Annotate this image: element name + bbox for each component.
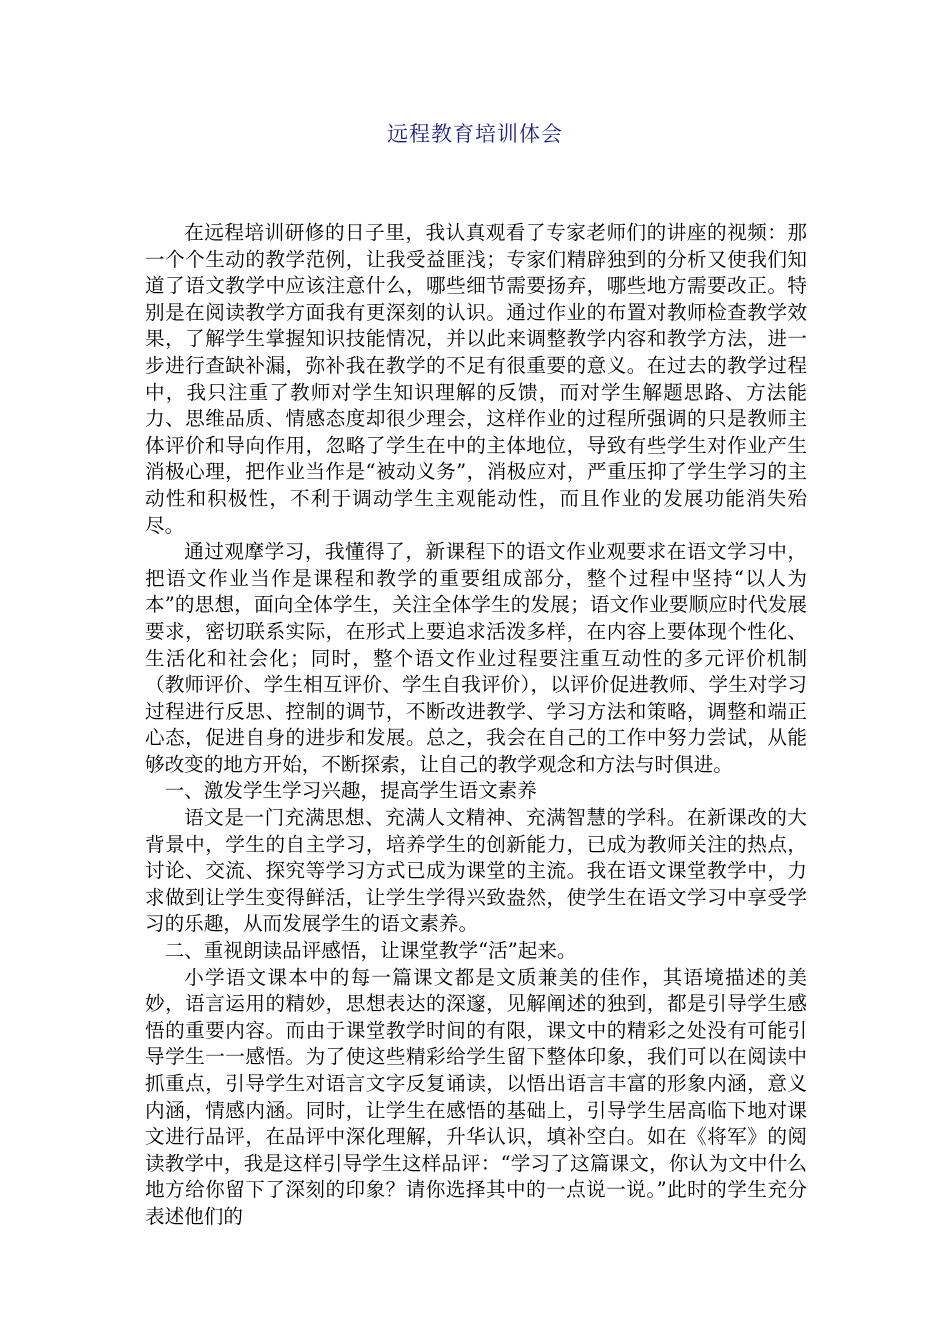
body-paragraph: 语文是一门充满思想、充满人文精神、充满智慧的学科。在新课改的大背景中，学生的自主学习，培养学生的创新能力，已成为教师关注的热点，讨论、交流、探究等学习方式已成为课堂的主流。我在语文课堂教学中，力求做到让学生变得鲜活，让学生学得兴致盎然，使学生在语文学习中享受学习的乐趣，从而发展学生的语文素养。 <box>145 806 807 936</box>
body-paragraph: 在远程培训研修的日子里，我认真观看了专家老师们的讲座的视频：那一个个生动的教学范例，让我受益匪浅；专家们精辟独到的分析又使我们知道了语文教学中应该注意什么，哪些细节需要扬弃，哪些地方需要改正。特别是在阅读教学方面我有更深刻的认识。通过作业的布置对教师检查教学效果，了解学生掌握知识技能情况，并以此来调整教学内容和教学方法，进一步进行查缺补漏，弥补我在教学的不足有很重要的意义。在过去的教学过程中，我只注重了教师对学生知识理解的反馈，而对学生解题思路、方法能力、思维品质、情感态度却很少理会，这样作业的过程所强调的只是教师主体评价和导向作用，忽略了学生在中的主体地位，导致有些学生对作业产生消极心理，把作业当作是“被动义务”，消极应对，严重压抑了学生学习的主动性和积极性，不利于调动学生主观能动性，而且作业的发展功能消失殆尽。 <box>145 221 807 537</box>
section-heading: 二、重视朗读品评感悟，让课堂教学“活”起来。 <box>164 939 577 963</box>
document-body <box>145 220 807 1231</box>
body-paragraph: 小学语文课本中的每一篇课文都是文质兼美的佳作，其语境描述的美妙，语言运用的精妙，思想表达的深邃，见解阐述的独到，都是引导学生感悟的重要内容。而由于课堂教学时间的有限，课文中的精彩之处没有可能引导学生一一感悟。为了使这些精彩给学生留下整体印象，我们可以在阅读中抓重点，引导学生对语言文字反复诵读，以悟出语言丰富的形象内涵，意义内涵，情感内涵。同时，让学生在感悟的基础上，引导学生居高临下地对课文进行品评，在品评中深化理解，升华认识，填补空白。如在《将军》的阅读教学中，我是这样引导学生这样品评：“学习了这篇课文，你认为文中什么地方给你留下了深刻的印象？请你选择其中的一点说一说。”此时的学生充分表述他们的 <box>145 965 807 1228</box>
section-heading: 一、激发学生学习兴趣，提高学生语文素养 <box>164 779 537 803</box>
document-title: 远程教育培训体会 <box>387 122 563 146</box>
body-paragraph: 通过观摩学习，我懂得了，新课程下的语文作业观要求在语文学习中，把语文作业当作是课程和教学的重要组成部分，整个过程中坚持“以人为本”的思想，面向全体学生，关注全体学生的发展；语文作业要顺应时代发展要求，密切联系实际，在形式上要追求活泼多样，在内容上要体现个性化、生活化和社会化；同时，整个语文作业过程要注重互动性的多元评价机制（教师评价、学生相互评价、学生自我评价），以评价促进教师、学生对学习过程进行反思、控制的调节，不断改进教学、学习方法和策略，调整和端正心态，促进自身的进步和发展。总之，我会在自己的工作中努力尝试，从能够改变的地方开始，不断探索，让自己的教学观念和方法与时俱进。 <box>145 540 807 776</box>
